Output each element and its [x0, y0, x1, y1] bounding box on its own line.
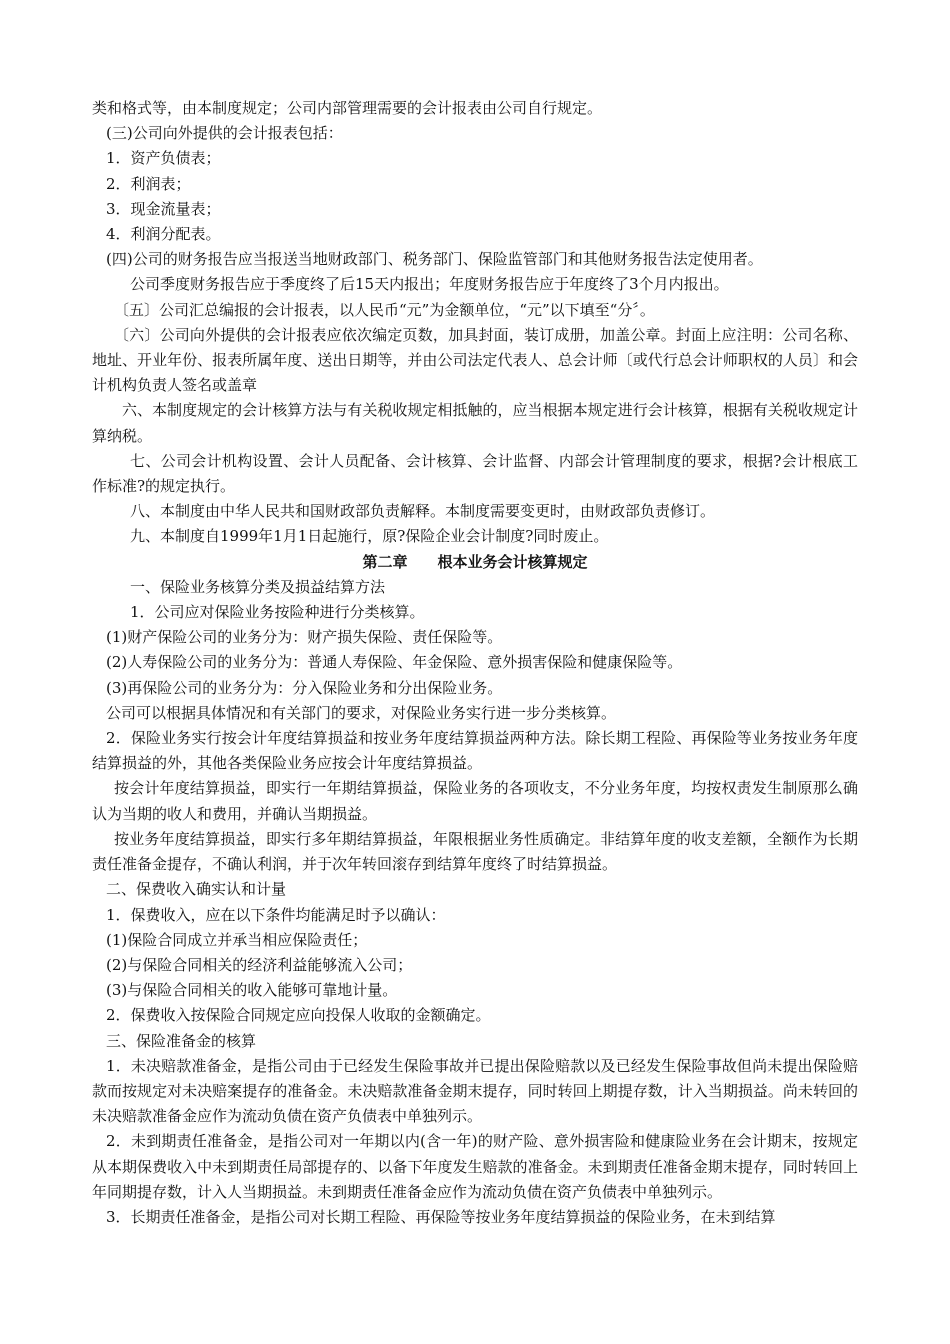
list-item: 4．利润分配表。	[106, 225, 221, 244]
list-item: (1)保险合同成立并承当相应保险责任；	[106, 930, 368, 949]
paragraph: 公司季度财务报告应于季度终了后15天内报出；年度财务报告应于年度终了3个月内报出。	[130, 275, 729, 294]
section-heading: 三、保险准备金的核算	[106, 1031, 257, 1050]
paragraph: 类和格式等，由本制度规定；公司内部管理需要的会计报表由公司自行规定。	[92, 99, 603, 117]
paragraph: (四)公司的财务报告应当报送当地财政部门、税务部门、保险监管部门和其他财务报告法定使用者。	[106, 250, 763, 269]
paragraph: 1．未决赔款准备金，是指公司由于已经发生保险事故并已提出保险赔款以及已经发生保险事故但尚未提出保险赔款而按规定对未决赔案提存的准备金。未决赔款准备金期末提存，同时转回上期提存数，计入当期损益。尚未转回的未决赔款准备金应作为流动负债在资产负债表中单独列示。	[92, 1056, 858, 1126]
chapter-heading: 第二章 根本业务会计核算规定	[362, 552, 588, 571]
section-heading: 二、保费收入确实认和计量	[106, 880, 287, 899]
paragraph: 2．保险业务实行按会计年度结算损益和按业务年度结算损益两种方法。除长期工程险、再保险等业务按业务年度结算损益的外，其他各类保险业务应按会计年度结算损益。	[92, 729, 858, 773]
paragraph: 1．公司应对保险业务按险种进行分类核算。	[130, 603, 425, 622]
paragraph: 七、公司会计机构设置、会计人员配备、会计核算、会计监督、内部会计管理制度的要求，根据?会计根底工作标准?的规定执行。	[92, 451, 858, 496]
paragraph: 公司可以根据具体情况和有关部门的要求，对保险业务实行进一步分类核算。	[106, 703, 617, 722]
paragraph: 2．未到期责任准备金，是指公司对一年期以内(含一年)的财产险、意外损害险和健康险业务在会计期末，按规定从本期保费收入中未到期责任局部提存的、以备下年度发生赔款的准备金。未到期责任准备金期末提存，同时转回上年同期提存数，计入人当期损益。未到期责任准备金应作为流动负债在资产负债表中单独列示。	[92, 1132, 858, 1201]
paragraph: 六、本制度规定的会计核算方法与有关税收规定相抵触的，应当根据本规定进行会计核算，根据有关税收规定计算纳税。	[92, 401, 858, 445]
list-item: (2)人寿保险公司的业务分为：普通人寿保险、年金保险、意外损害保险和健康保险等。	[106, 653, 683, 672]
paragraph: 按业务年度结算损益，即实行多年期结算损益，年限根据业务性质确定。非结算年度的收支差额，全额作为长期责任准备金提存，不确认利润，并于次年转回滚存到结算年度终了时结算损益。	[92, 829, 858, 874]
list-item: (1)财产保险公司的业务分为：财产损失保险、责任保险等。	[106, 628, 503, 647]
list-item: (3)再保险公司的业务分为：分入保险业务和分出保险业务。	[106, 678, 503, 697]
list-item: 2．利润表；	[106, 174, 191, 193]
list-item: 3．现金流量表；	[106, 199, 221, 218]
paragraph: 八、本制度由中华人民共和国财政部负责解释。本制度需要变更时，由财政部负责修订。	[130, 502, 716, 521]
paragraph: 〔五〕公司汇总编报的会计报表，以人民币“元”为金额单位，“元”以下填至“分〞。	[114, 300, 655, 319]
list-item: (3)与保险合同相关的收入能够可靠地计量。	[106, 981, 398, 1000]
paragraph: (三)公司向外提供的会计报表包括：	[106, 124, 343, 143]
section-heading: 一、保险业务核算分类及损益结算方法	[130, 577, 386, 596]
paragraph: 〔六〕公司向外提供的会计报表应依次编定页数，加具封面，装订成册，加盖公章。封面上应注明：公司名称、地址、开业年份、报表所属年度、送出日期等，并由公司法定代表人、总会计师〔或代行总会计师职权的人员〕和会计机构负责人签名或盖章	[92, 325, 858, 395]
paragraph: 1．保费收入，应在以下条件均能满足时予以确认：	[106, 905, 446, 924]
paragraph: 九、本制度自1999年1月1日起施行，原?保险企业会计制度?同时废止。	[130, 527, 609, 546]
paragraph: 按会计年度结算损益，即实行一年期结算损益，保险业务的各项收支，不分业务年度，均按权责发生制原那么确认为当期的收人和费用，并确认当期损益。	[92, 779, 858, 823]
document-body	[92, 96, 858, 1230]
list-item: 1．资产负债表；	[106, 149, 221, 168]
paragraph: 2．保费收入按保险合同规定应向投保人收取的金额确定。	[106, 1006, 491, 1025]
paragraph: 3．长期责任准备金，是指公司对长期工程险、再保险等按业务年度结算损益的保险业务，在未到结算	[106, 1207, 776, 1226]
list-item: (2)与保险合同相关的经济利益能够流入公司；	[106, 955, 413, 974]
